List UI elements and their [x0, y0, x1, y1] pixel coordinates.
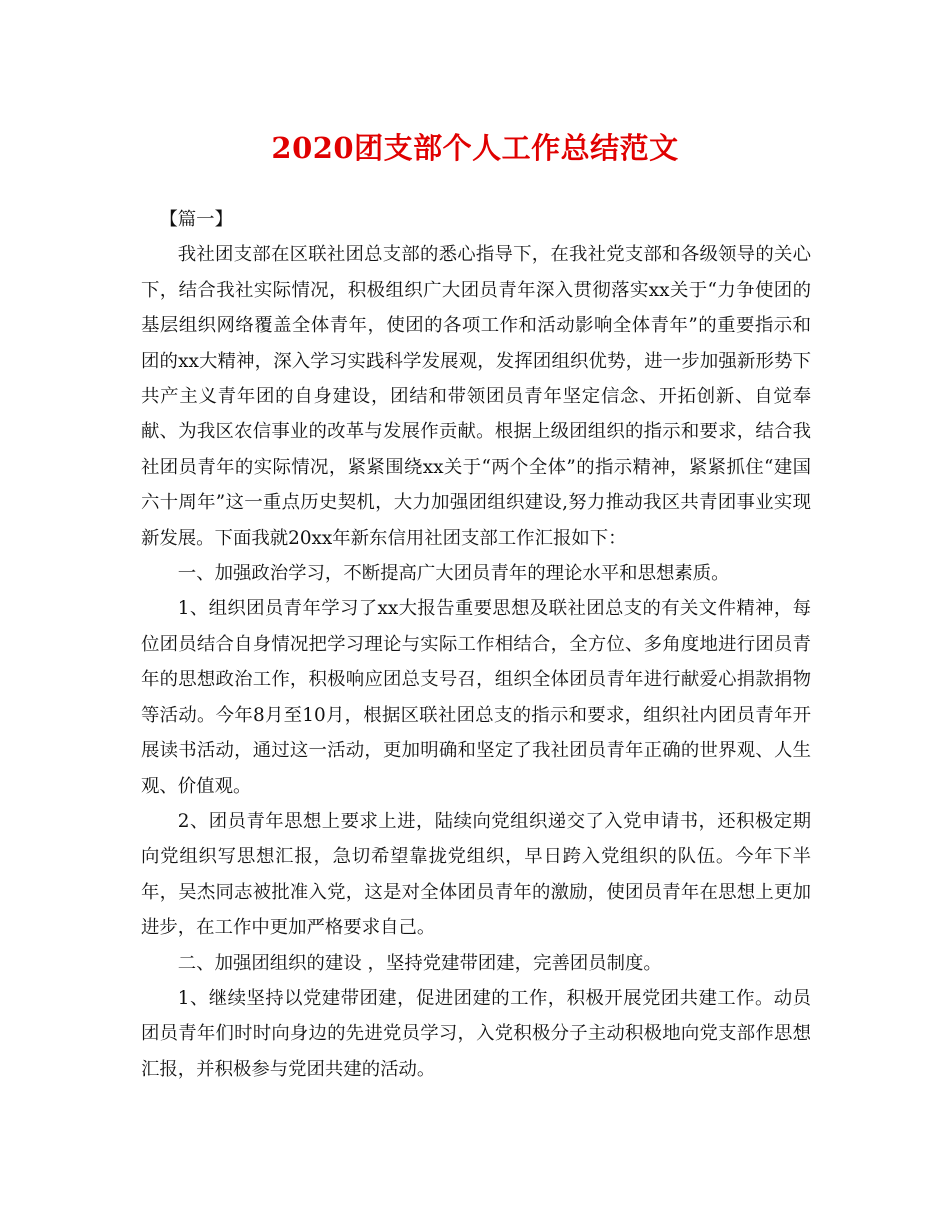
document-title: 2020团支部个人工作总结范文: [271, 131, 679, 165]
document-body: [141, 202, 811, 1087]
heading-section-two: 二、加强团组织的建设 ，坚持党建带团建，完善团员制度。: [177, 952, 662, 974]
heading-section-one: 一、加强政治学习，不断提高广大团员青年的理论水平和思想素质。: [177, 563, 730, 585]
paragraph-item-2-1: 1、继续坚持以党建带团建，促进团建的工作，积极开展党团共建工作。动员团员青年们时时向身边的先进党员学习，入党积极分子主动积极地向党支部作思想汇报，并积极参与党团共建的活动。: [141, 987, 811, 1080]
paragraph-item-1-2: 2、团员青年思想上要求上进，陆续向党组织递交了入党申请书，还积极定期向党组织写思想汇报，急切希望靠拢党组织，早日跨入党组织的队伍。今年下半年，吴杰同志被批准入党，这是对全体团员青年的激励，使团员青年在思想上更加进步，在工作中更加严格要求自己。: [141, 810, 811, 939]
paragraph-item-1-1: 1、组织团员青年学习了xx大报告重要思想及联社团总支的有关文件精神，每位团员结合自身情况把学习理论与实际工作相结合，全方位、多角度地进行团员青年的思想政治工作，积极响应团总支号召，组织全体团员青年进行献爱心捐款捐物等活动。今年8月至10月，根据区联社团总支的指示和要求，组织社内团员青年开展读书活动，通过这一活动，更加明确和坚定了我社团员青年正确的世界观、人生观、价值观。: [141, 598, 811, 797]
paragraph-intro: 我社团支部在区联社团总支部的悉心指导下，在我社党支部和各级领导的关心下，结合我社实际情况，积极组织广大团员青年深入贯彻落实xx关于“力争使团的基层组织网络覆盖全体青年，使团的各项工作和活动影响全体青年”的重要指示和团的xx大精神，深入学习实践科学发展观，发挥团组织优势，进一步加强新形势下共产主义青年团的自身建设，团结和带领团员青年坚定信念、开拓创新、自觉奉献、为我区农信事业的改革与发展作贡献。根据上级团组织的指示和要求，结合我社团员青年的实际情况，紧紧围绕xx关于“两个全体”的指示精神，紧紧抓住“建国六十周年”这一重点历史契机，大力加强团组织建设,努力推动我区共青团事业实现新发展。下面我就20xx年新东信用社团支部工作汇报如下：: [141, 244, 811, 549]
section-label: 【篇一】: [159, 209, 233, 230]
